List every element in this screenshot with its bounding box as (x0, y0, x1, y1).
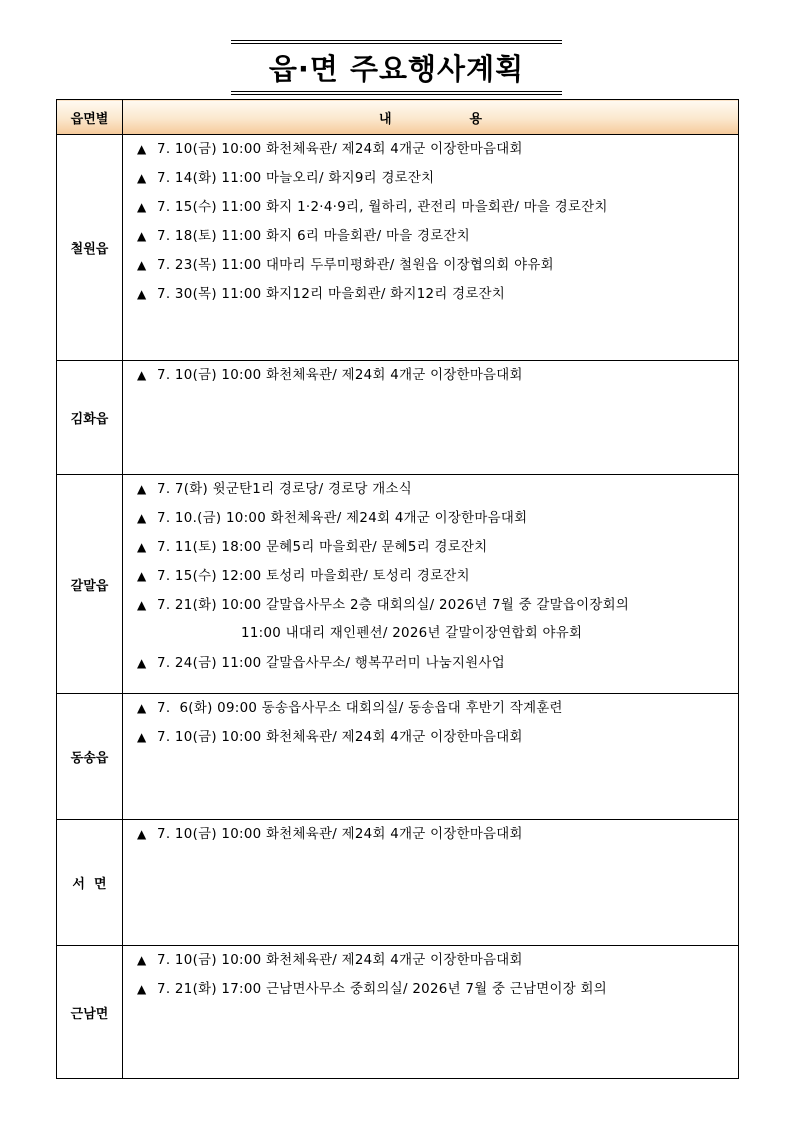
triangle-bullet-icon: ▲ (137, 656, 147, 670)
event-item (137, 595, 738, 624)
event-text: 7. 21(화) 17:00 근남면사무소 중회의실/ 2026년 7월 중 근남면이장 회의 (157, 982, 608, 997)
triangle-bullet-icon: ▲ (137, 287, 147, 301)
event-text: 11:00 내대리 재인펜션/ 2026년 갈말이장연합회 야유회 (241, 626, 583, 641)
event-item (137, 653, 738, 682)
triangle-bullet-icon: ▲ (137, 953, 147, 967)
event-text: 7. 21(화) 10:00 갈말읍사무소 2층 대회의실/ 2026년 7월 중 갈말읍이장회의 (157, 598, 630, 613)
table-row (57, 694, 739, 820)
event-item (137, 698, 738, 727)
triangle-bullet-icon: ▲ (137, 827, 147, 841)
event-text: 7. 24(금) 11:00 갈말읍사무소/ 행복꾸러미 나눔지원사업 (157, 656, 505, 671)
event-cell (123, 135, 739, 361)
event-item (137, 950, 738, 979)
district-name: 서 면 (57, 820, 123, 946)
event-text: 7. 7(화) 윗군탄1리 경로당/ 경로당 개소식 (157, 482, 412, 497)
district-name: 철원읍 (57, 135, 123, 361)
event-text: 7. 30(목) 11:00 화지12리 마을회관/ 화지12리 경로잔치 (157, 287, 506, 302)
event-item (137, 197, 738, 226)
event-cell (123, 361, 739, 475)
triangle-bullet-icon: ▲ (137, 200, 147, 214)
event-item (137, 139, 738, 168)
event-item (137, 255, 738, 284)
event-text: 7. 10.(금) 10:00 화천체육관/ 제24회 4개군 이장한마음대회 (157, 511, 528, 526)
event-text: 7. 15(수) 11:00 화지 1·2·4·9리, 월하리, 관전리 마을회관/ 마을 경로잔치 (157, 200, 608, 215)
triangle-bullet-icon: ▲ (137, 598, 147, 612)
triangle-bullet-icon: ▲ (137, 142, 147, 156)
event-text: 7. 10(금) 10:00 화천체육관/ 제24회 4개군 이장한마음대회 (157, 368, 523, 383)
header-content-char-2: 용 (469, 111, 483, 127)
event-text: 7. 10(금) 10:00 화천체육관/ 제24회 4개군 이장한마음대회 (157, 730, 523, 745)
event-item (137, 168, 738, 197)
event-text: 7. 15(수) 12:00 토성리 마을회관/ 토성리 경로잔치 (157, 569, 470, 584)
table-row (57, 946, 739, 1079)
triangle-bullet-icon: ▲ (137, 982, 147, 996)
event-item (137, 365, 738, 394)
event-item (137, 508, 738, 537)
event-cell (123, 694, 739, 820)
event-item-continued (137, 624, 738, 653)
event-text: 7. 11(토) 18:00 문혜5리 마을회관/ 문혜5리 경로잔치 (157, 540, 488, 555)
event-text: 7. 10(금) 10:00 화천체육관/ 제24회 4개군 이장한마음대회 (157, 953, 523, 968)
district-name: 김화읍 (57, 361, 123, 475)
table-row (57, 820, 739, 946)
triangle-bullet-icon: ▲ (137, 229, 147, 243)
event-item (137, 537, 738, 566)
table-row (57, 361, 739, 475)
triangle-bullet-icon: ▲ (137, 171, 147, 185)
triangle-bullet-icon: ▲ (137, 540, 147, 554)
event-cell (123, 820, 739, 946)
event-text: 7. 6(화) 09:00 동송읍사무소 대회의실/ 동송읍대 후반기 작계훈련 (157, 701, 563, 716)
event-item (137, 479, 738, 508)
event-cell (123, 475, 739, 694)
event-schedule-table (56, 99, 739, 1079)
table-row (57, 135, 739, 361)
page-title: 읍·면 주요행사계획 (268, 52, 525, 86)
event-cell (123, 946, 739, 1079)
event-text: 7. 18(토) 11:00 화지 6리 마을회관/ 마을 경로잔치 (157, 229, 470, 244)
district-name: 근남면 (57, 946, 123, 1079)
header-row (57, 100, 739, 135)
triangle-bullet-icon: ▲ (137, 730, 147, 744)
triangle-bullet-icon: ▲ (137, 511, 147, 525)
event-text: 7. 10(금) 10:00 화천체육관/ 제24회 4개군 이장한마음대회 (157, 142, 523, 157)
event-item (137, 284, 738, 313)
event-item (137, 979, 738, 1008)
district-name: 갈말읍 (57, 475, 123, 694)
table-row (57, 475, 739, 694)
triangle-bullet-icon: ▲ (137, 482, 147, 496)
title-box (231, 40, 562, 95)
triangle-bullet-icon: ▲ (137, 701, 147, 715)
event-text: 7. 23(목) 11:00 대마리 두루미평화관/ 철원읍 이장협의회 야유회 (157, 258, 554, 273)
header-content-char-1: 내 (378, 111, 392, 127)
header-district: 읍면별 (57, 100, 123, 135)
event-text: 7. 14(화) 11:00 마늘오리/ 화지9리 경로잔치 (157, 171, 435, 186)
event-text: 7. 10(금) 10:00 화천체육관/ 제24회 4개군 이장한마음대회 (157, 827, 523, 842)
triangle-bullet-icon: ▲ (137, 569, 147, 583)
event-item (137, 226, 738, 255)
event-item (137, 824, 738, 853)
district-name: 동송읍 (57, 694, 123, 820)
triangle-bullet-icon: ▲ (137, 368, 147, 382)
header-content (123, 100, 739, 135)
event-item (137, 727, 738, 756)
event-item (137, 566, 738, 595)
triangle-bullet-icon: ▲ (137, 258, 147, 272)
